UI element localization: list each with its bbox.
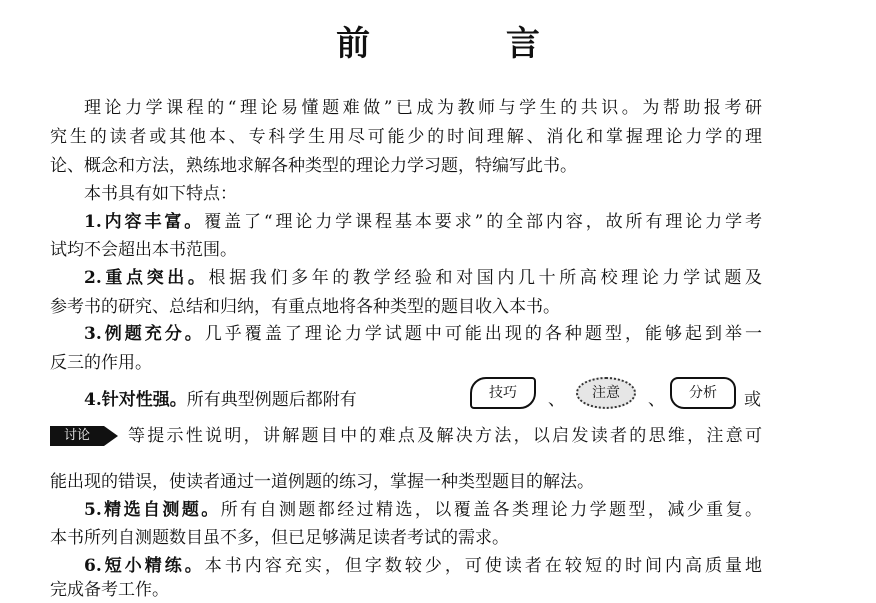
feature-3-heading: 3.例题充分。 bbox=[84, 324, 205, 344]
paragraph-line: 反三的作用。 bbox=[50, 353, 152, 373]
paragraph-line: 参考书的研究、总结和归纳，有重点地将各种类型的题目收入本书。 bbox=[50, 297, 560, 317]
feature-2-text: 根据我们多年的教学经验和对国内几十所高校理论力学试题及 bbox=[208, 268, 762, 288]
jiqiao-badge-icon: 技巧 bbox=[470, 377, 536, 409]
feature-2-heading: 2.重点突出。 bbox=[84, 268, 209, 288]
feature-1-line bbox=[50, 211, 762, 233]
taolun-badge-icon bbox=[50, 426, 122, 446]
feature-6-heading: 6.短小精练。 bbox=[84, 556, 205, 576]
or-text: 或 bbox=[744, 390, 761, 410]
feature-6-line bbox=[50, 555, 762, 577]
feature-4-icon-row bbox=[50, 377, 762, 411]
taolun-badge-label: 讨论 bbox=[50, 426, 104, 446]
feature-4-text: 所有典型例题后都附有 bbox=[186, 390, 357, 410]
arrow-right-icon bbox=[104, 426, 118, 446]
separator: 、 bbox=[648, 390, 665, 410]
paragraph-line: 论、概念和方法，熟练地求解各种类型的理论力学习题，特编写此书。 bbox=[50, 156, 577, 176]
paragraph-line: 能出现的错误，使读者通过一道例题的练习，掌握一种类型题目的解法。 bbox=[50, 472, 594, 492]
paragraph-line: 理论力学课程的“理论易懂题难做”已成为教师与学生的共识。为帮助报考研 bbox=[84, 98, 762, 118]
feature-3-text: 几乎覆盖了理论力学试题中可能出现的各种题型，能够起到举一 bbox=[204, 324, 763, 344]
page-title: 前 言 bbox=[336, 24, 602, 64]
paragraph-line: 完成备考工作。 bbox=[50, 580, 169, 600]
feature-1-text: 覆盖了“理论力学课程基本要求”的全部内容，故所有理论力学考 bbox=[204, 212, 762, 232]
paragraph-line: 本书所列自测题数目虽不多，但已足够满足读者考试的需求。 bbox=[50, 528, 509, 548]
feature-4-heading: 4.针对性强。 bbox=[84, 390, 187, 410]
zhuyi-badge-icon: 注意 bbox=[576, 377, 636, 409]
paragraph-line: 等提示性说明，讲解题目中的难点及解决方法，以启发读者的思维，注意可 bbox=[128, 426, 762, 446]
feature-5-text: 所有自测题都经过精选，以覆盖各类理论力学题型，减少重复。 bbox=[220, 500, 763, 520]
paragraph-line: 究生的读者或其他本、专科学生用尽可能少的时间理解、消化和掌握理论力学的理 bbox=[50, 127, 762, 147]
feature-3-line bbox=[50, 323, 762, 345]
feature-4-line bbox=[84, 385, 357, 410]
feature-5-line bbox=[50, 499, 762, 521]
paragraph-line: 试均不会超出本书范围。 bbox=[50, 240, 237, 260]
feature-6-text: 本书内容充实，但字数较少，可使读者在较短的时间内高质量地 bbox=[204, 556, 763, 576]
feature-1-heading: 1.内容丰富。 bbox=[84, 212, 205, 232]
paragraph-line: 本书具有如下特点： bbox=[84, 184, 237, 204]
fenxi-badge-icon: 分析 bbox=[670, 377, 736, 409]
separator: 、 bbox=[548, 390, 565, 410]
feature-5-heading: 5.精选自测题。 bbox=[84, 500, 221, 520]
feature-2-line bbox=[50, 267, 762, 289]
